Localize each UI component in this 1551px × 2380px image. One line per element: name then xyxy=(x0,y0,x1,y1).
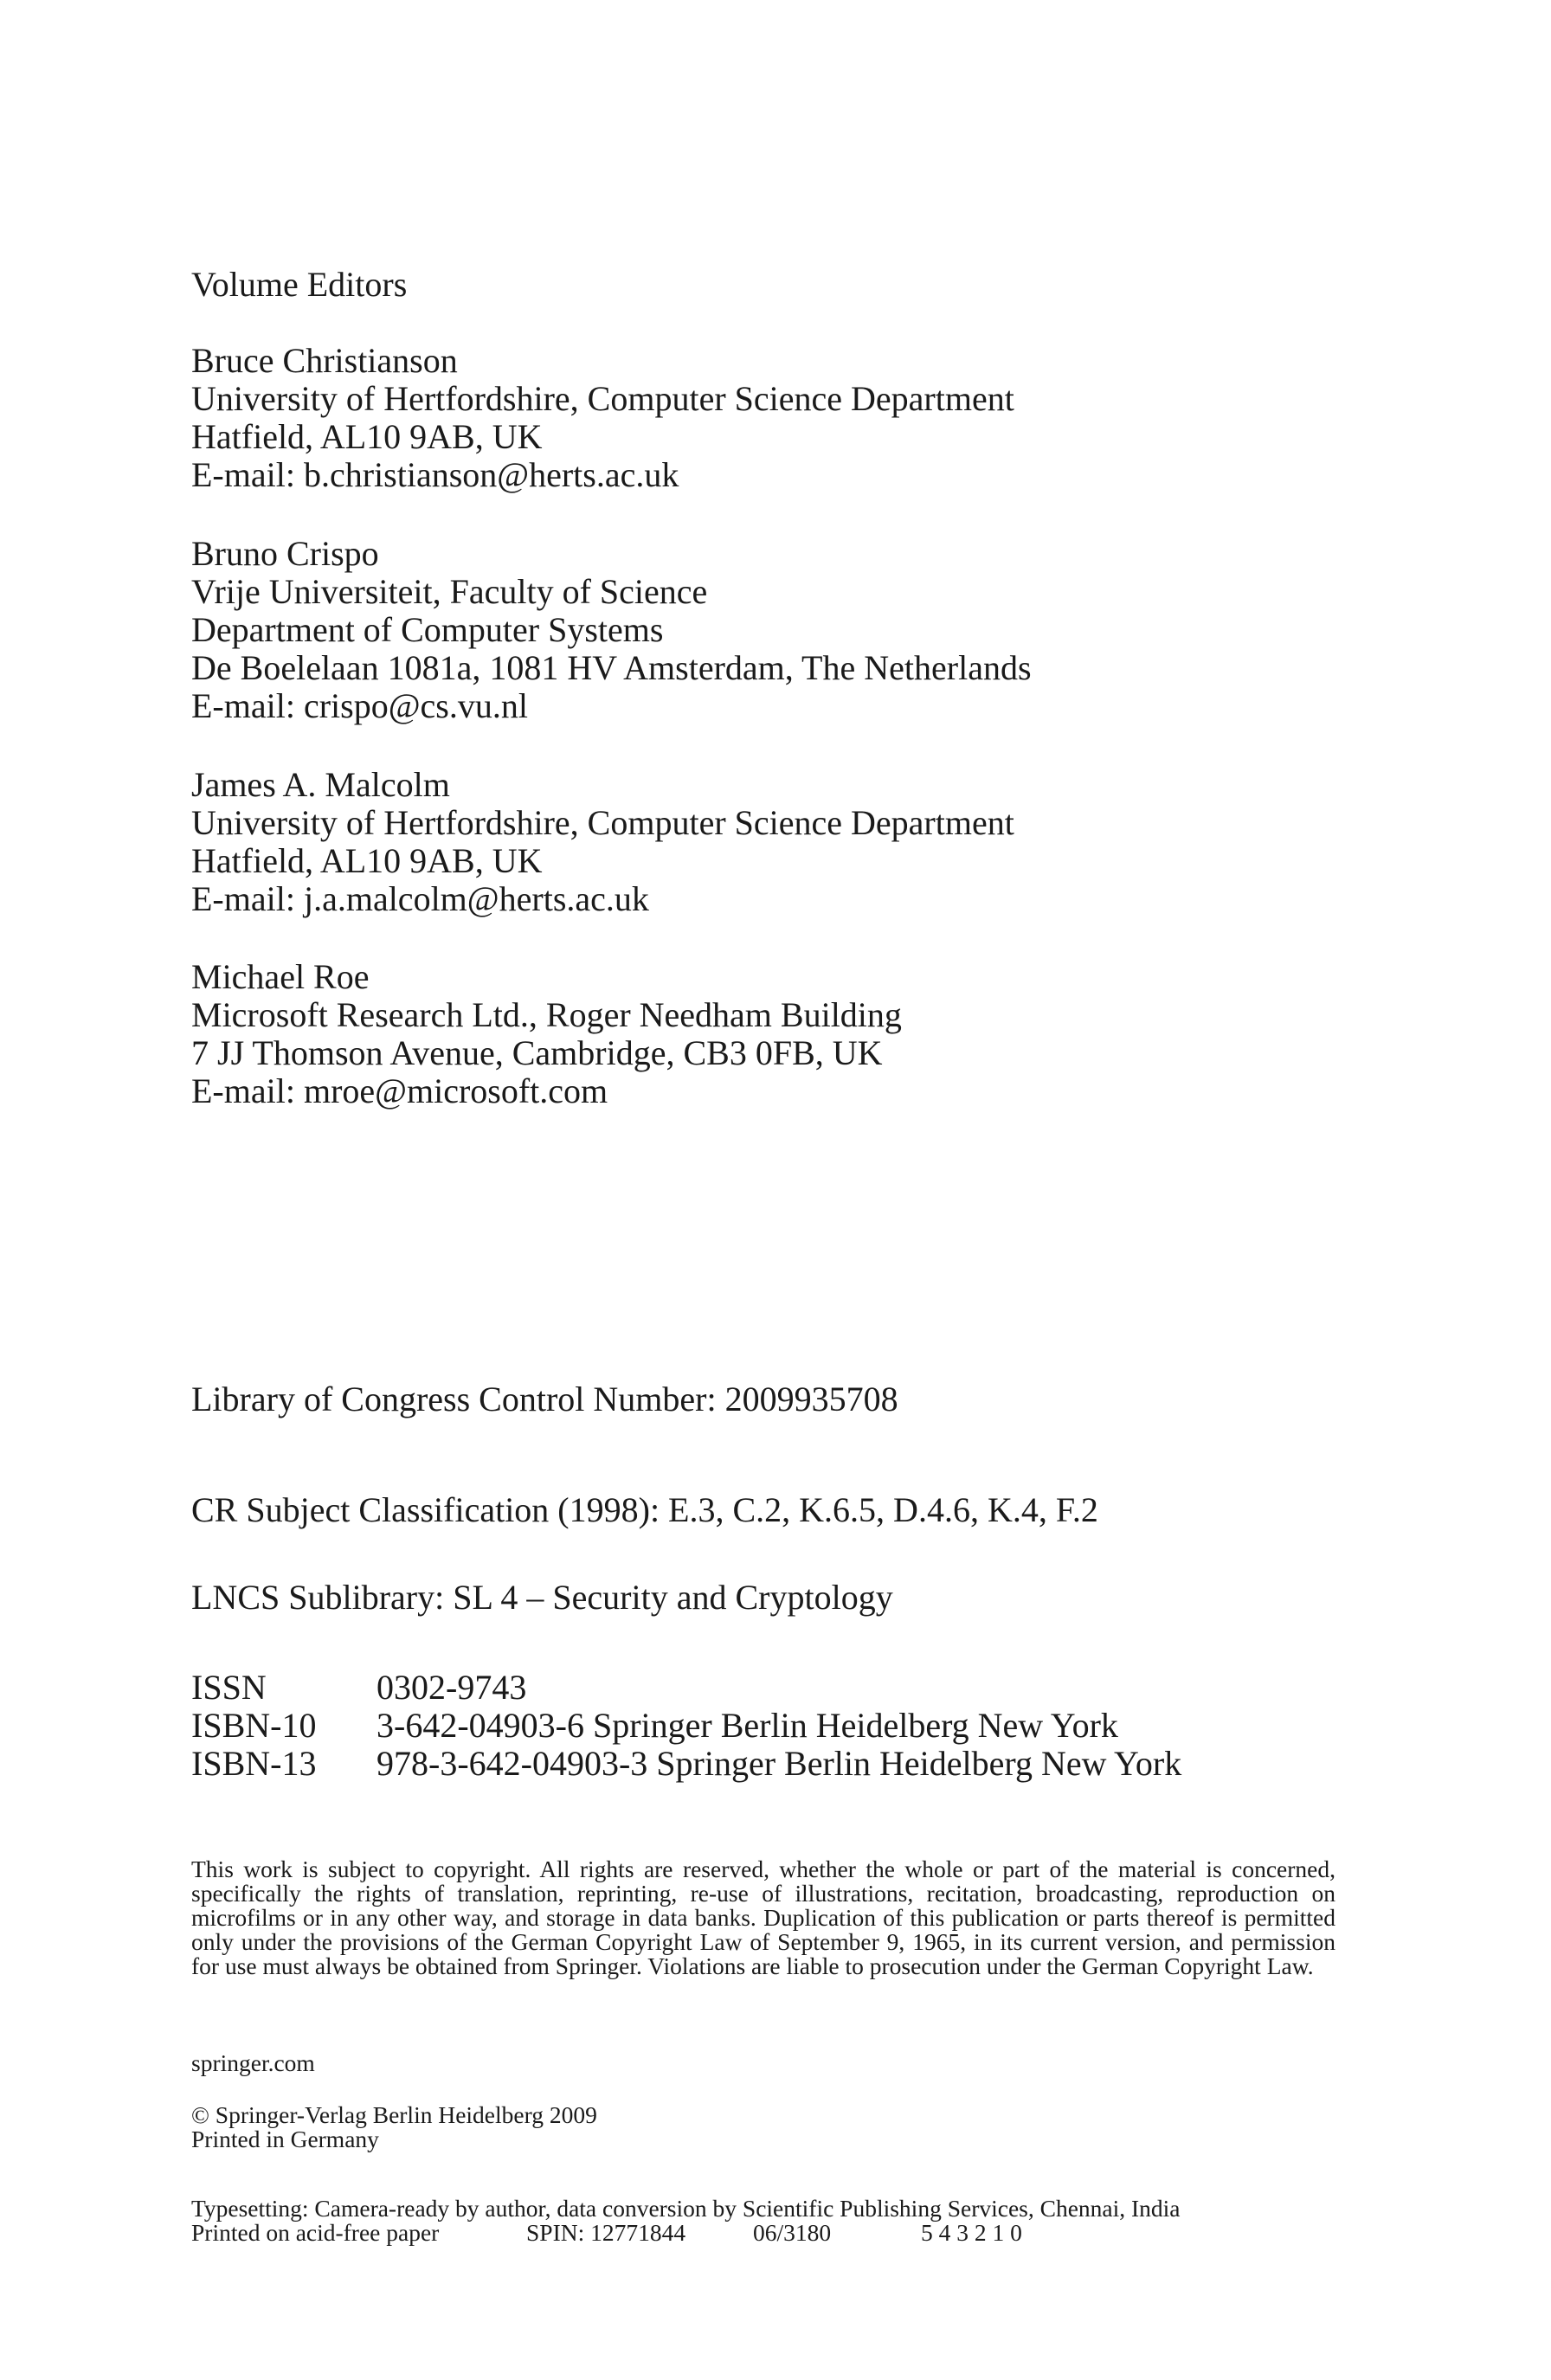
print-run: 5 4 3 2 1 0 xyxy=(921,2219,1022,2246)
editor-department: Department of Computer Systems xyxy=(191,610,664,649)
identifier-row xyxy=(191,1669,1181,1707)
editor-affiliation: Vrije Universiteit, Faculty of Science xyxy=(191,572,708,611)
editor-name: Michael Roe xyxy=(191,957,370,996)
identifier-label: ISBN-13 xyxy=(191,1744,317,1783)
cr-subject-classification: CR Subject Classification (1998): E.3, C.2, K.6.5, D.4.6, K.4, F.2 xyxy=(191,1490,1098,1529)
editor-email: E-mail: j.a.malcolm@herts.ac.uk xyxy=(191,879,649,918)
spin-number: SPIN: 12771844 xyxy=(526,2219,686,2246)
lncs-sublibrary: LNCS Sublibrary: SL 4 – Security and Cryptology xyxy=(191,1578,893,1617)
editor-name: Bruce Christianson xyxy=(191,341,458,380)
printed-in: Printed in Germany xyxy=(191,2126,379,2152)
editor-email: E-mail: mroe@microsoft.com xyxy=(191,1071,608,1110)
identifier-row xyxy=(191,1707,1181,1745)
production-block xyxy=(191,2197,1181,2245)
identifier-value: 3-642-04903-6 Springer Berlin Heidelberg New York xyxy=(376,1706,1118,1745)
editor-address: Hatfield, AL10 9AB, UK xyxy=(191,417,543,456)
copyright-notice: This work is subject to copyright. All rights are reserved, whether the whole or part of the material is concerned, specifically the rights of translation, reprinting, re-use of illustrations, recitation, broadcasting, reproduction on microfilms or in any other way, and storage in data banks. Duplication of this publication or parts thereof is permitted only under the provisions of the German Copyright Law of September 9, 1965, in its current version, and permission for use must always be obtained from Springer. Violations are liable to prosecution under the German Copyright Law. xyxy=(191,1856,1335,1979)
identifier-label: ISBN-10 xyxy=(191,1706,317,1745)
editor-address: 7 JJ Thomson Avenue, Cambridge, CB3 0FB, UK xyxy=(191,1033,883,1072)
publisher-website: springer.com xyxy=(191,2049,315,2076)
identifier-value: 0302-9743 xyxy=(376,1668,527,1707)
typesetting-note: Typesetting: Camera-ready by author, data conversion by Scientific Publishing Services, Chennai, India xyxy=(191,2195,1181,2222)
editor-affiliation: University of Hertfordshire, Computer Science Department xyxy=(191,379,1014,418)
editor-block xyxy=(191,535,1032,725)
editor-block xyxy=(191,342,1014,494)
copyright-line: © Springer-Verlag Berlin Heidelberg 2009 xyxy=(191,2101,597,2128)
identifier-label: ISSN xyxy=(191,1668,267,1707)
paper-note: Printed on acid-free paper xyxy=(191,2219,440,2246)
section-heading: Volume Editors xyxy=(191,265,408,304)
editor-affiliation: University of Hertfordshire, Computer Science Department xyxy=(191,803,1014,842)
editor-email: E-mail: b.christianson@herts.ac.uk xyxy=(191,455,679,494)
printing-code: 06/3180 xyxy=(753,2219,832,2246)
editor-name: James A. Malcolm xyxy=(191,765,450,804)
editor-name: Bruno Crispo xyxy=(191,534,379,573)
editor-address: De Boelelaan 1081a, 1081 HV Amsterdam, The Netherlands xyxy=(191,648,1032,687)
editor-affiliation: Microsoft Research Ltd., Roger Needham Building xyxy=(191,995,902,1034)
copyright-block xyxy=(191,2103,597,2152)
editor-address: Hatfield, AL10 9AB, UK xyxy=(191,841,543,880)
editor-block xyxy=(191,766,1014,918)
identifier-row xyxy=(191,1745,1181,1783)
identifier-value: 978-3-642-04903-3 Springer Berlin Heidelberg New York xyxy=(376,1744,1182,1783)
printing-details xyxy=(191,2221,1181,2245)
editor-email: E-mail: crispo@cs.vu.nl xyxy=(191,686,528,725)
loc-control-number: Library of Congress Control Number: 2009935708 xyxy=(191,1380,898,1418)
editor-block xyxy=(191,958,902,1110)
identifier-table xyxy=(191,1669,1181,1783)
